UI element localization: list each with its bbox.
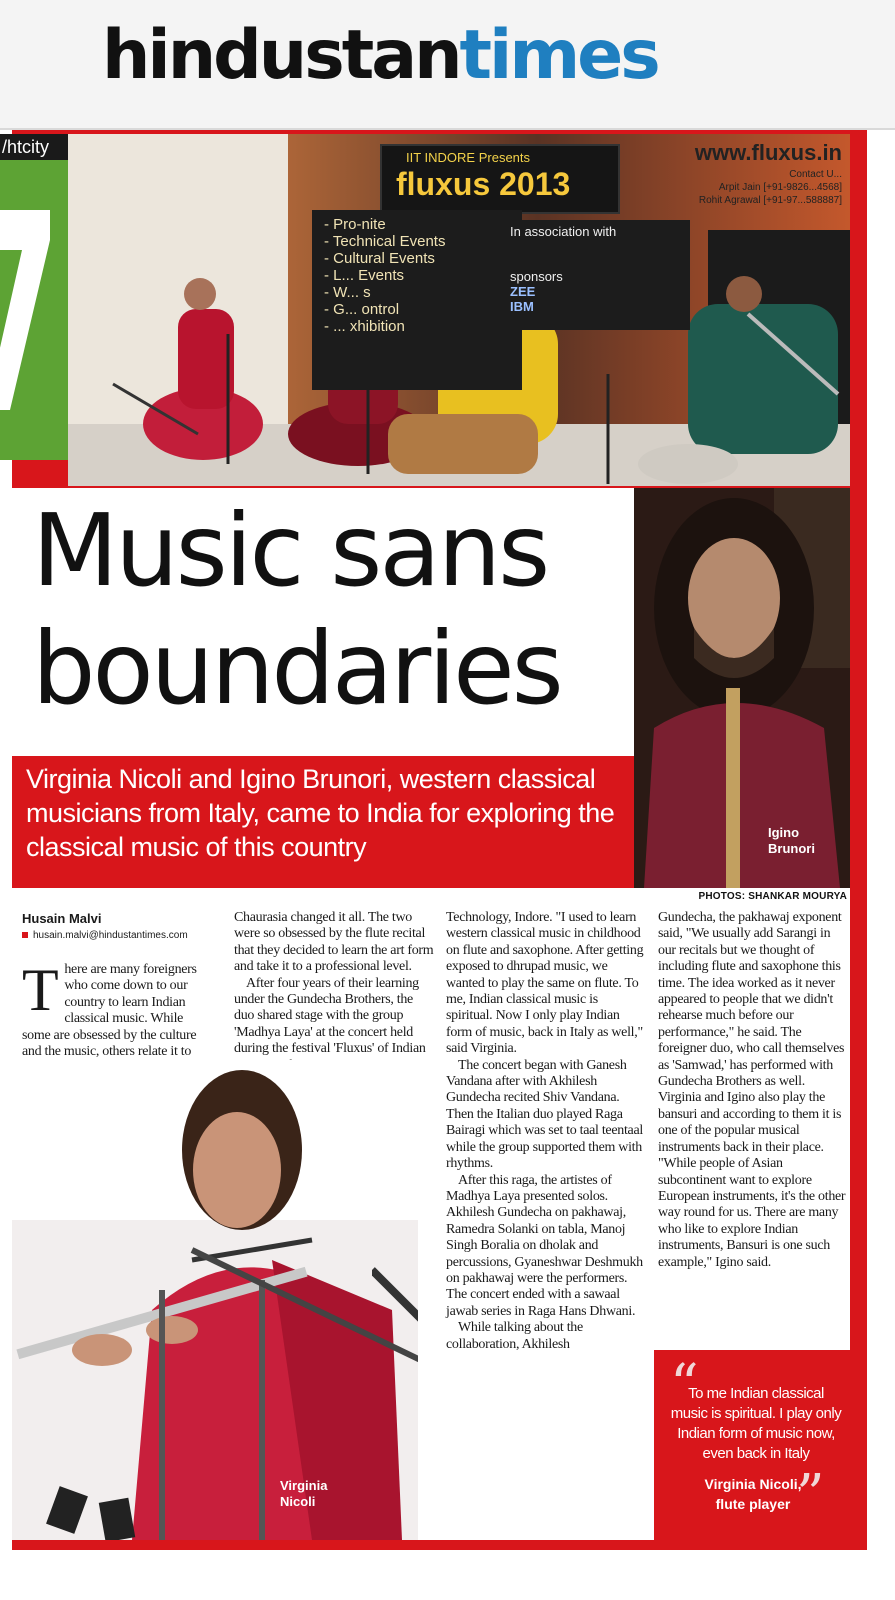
paragraph: While talking about the collaboration, Akhilesh — [446, 1320, 583, 1352]
section-number-graphic — [0, 210, 50, 410]
open-quote-icon: “ — [670, 1353, 699, 1418]
headline: Music sans boundaries — [32, 492, 561, 727]
headline-box — [12, 488, 634, 756]
paragraph: Gundecha, the pakhawaj exponent said, "We usually add Sarangi in our recitals but we thought of including flute and saxophone this time. The idea worked as it never appeared to people that we didn't rehearse much before our performance," he said. The foreigner duo, who call themselves as 'Samwad,' has performed with Gundecha Brothers as well. Virginia and Igino also play the bansuri and according to them it is one of the popular musical instruments back in their place. "While people of Asian subcontinent want to explore European instruments, it's the other way round for us. There are many who like to explore Indian instruments, Bansuri is one such example," Igino said. — [658, 910, 846, 1270]
section-marker — [0, 160, 68, 460]
column-2 — [234, 910, 434, 1074]
pull-quote — [658, 1353, 848, 1546]
close-quote-icon: ” — [796, 1463, 825, 1528]
masthead — [0, 0, 895, 130]
section-tag: /htcity — [0, 134, 68, 160]
photo-credit: PHOTOS: SHANKAR MOURYA — [698, 891, 847, 902]
paragraph: After this raga, the artistes of Madhya Laya presented solos. Akhilesh Gundecha on pakhawaj, Ramedra Solanki on tabla, Manoj Singh Boralia on dholak and percussions, Gyaneshwar Deshmukh on pakhawaj were the performers. The concert ended with a sawaal jawab series in Raga Hans Dhwani. — [446, 1172, 643, 1319]
photo-caption: Virginia Nicoli — [280, 1478, 328, 1509]
bullet-square-icon — [22, 932, 28, 938]
pull-quote-text: To me Indian classical music is spiritual. I play only Indian form of music now, even back in Italy — [670, 1385, 842, 1462]
author-email: husain.malvi@hindustantimes.com — [22, 930, 188, 941]
page-bottom-margin — [0, 1550, 895, 1600]
association-board: In association with sponsors ZEE IBM — [500, 220, 690, 330]
paragraph: Technology, Indore. "I used to learn western classical music in childhood on flute and saxophone. After getting exposed to dhrupad music, we wanted to play the same on flute. To me, Indian classical music is spiritual. Now I only play Indian form of music, back in Italy as well," said Virginia. — [446, 910, 644, 1057]
concert-photo — [68, 134, 850, 486]
paragraph: Chaurasia changed it all. The two were so obsessed by the flute recital that they decided to learn the art form and take it to a professional level. — [234, 910, 434, 975]
byline: Husain Malvi — [22, 911, 102, 926]
paragraph: After four years of their learning under the Gundecha Brothers, the duo shared stage with the group 'Madhya Laya' at the concert held during the festival 'Fluxus' of Indian — [234, 975, 426, 1057]
portrait-photo — [634, 488, 850, 888]
fluxus-banner: IIT INDORE Presents fluxus 2013 — [380, 144, 620, 214]
portrait-caption: Igino Brunori — [768, 825, 815, 856]
events-board: - Pro-nite - Technical Events - Cultural Events - L... Events - W... s - G... ontrol - ... xhibition — [312, 210, 522, 390]
newspaper-logo: hindustantimes — [102, 16, 658, 95]
paragraph: here are many foreigners who come down to our country to learn Indian classical music. While some are obsessed by the culture and the music, others relate it to — [22, 962, 197, 1060]
column-3 — [446, 910, 646, 1353]
column-4 — [658, 910, 850, 1271]
drop-cap: T — [22, 957, 59, 1023]
microphone-illustration — [372, 1250, 418, 1390]
standfirst: Virginia Nicoli and Igino Brunori, western classical musicians from Italy, came to India for exploring the classical music of this country — [26, 764, 615, 862]
pull-quote-attribution: Virginia Nicoli, flute player — [704, 1476, 802, 1512]
portrait-illustration — [634, 488, 850, 888]
flute-player-illustration — [12, 1060, 418, 1540]
banner-website: www.fluxus.in — [694, 140, 842, 165]
paragraph: The concert began with Ganesh Vandana after with Akhilesh Gundecha recited Shiv Vandana. Then the Italian duo played Raga Bairagi which was set to taal teentaal while the group supported them with rhythms. — [446, 1057, 643, 1172]
banner-contact: Contact U... Arpit Jain [+91-9826...4568] Rohit Agrawal [+91-97...588887] — [698, 169, 842, 206]
flute-player-photo — [12, 1060, 418, 1540]
